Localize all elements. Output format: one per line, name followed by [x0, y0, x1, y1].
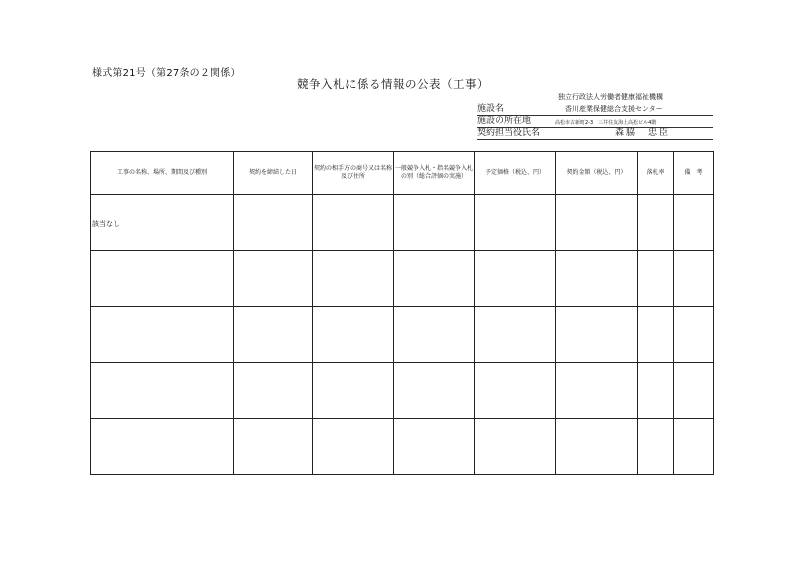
- column-header: 落札率: [638, 152, 674, 195]
- table-cell: [91, 419, 234, 475]
- table-cell: [234, 419, 313, 475]
- cell-text: 該当なし: [92, 220, 120, 228]
- table-row: [91, 251, 714, 307]
- table-row: [91, 363, 714, 419]
- table-cell: [313, 195, 394, 251]
- table-cell: [394, 419, 475, 475]
- table-cell: [394, 195, 475, 251]
- table-cell: [674, 251, 714, 307]
- table-cell: [234, 195, 313, 251]
- table-header-row: [91, 152, 714, 195]
- column-header: 備 考: [674, 152, 714, 195]
- address-value: 高松市古新町2-3 三井住友海上高松ビル4階: [555, 120, 657, 126]
- table-cell: [91, 195, 234, 251]
- table-cell: [475, 363, 556, 419]
- table-cell: [674, 363, 714, 419]
- table-cell: [394, 363, 475, 419]
- table-cell: [674, 195, 714, 251]
- officer-label: 契約担当役氏名: [477, 128, 541, 138]
- table-cell: [91, 363, 234, 419]
- table-cell: [638, 419, 674, 475]
- table-cell: [638, 251, 674, 307]
- table-cell: [475, 195, 556, 251]
- facility-label: 施設名: [477, 104, 505, 114]
- table-row: [91, 419, 714, 475]
- table-cell: [313, 251, 394, 307]
- page-title: 競争入札に係る情報の公表（工事）: [297, 77, 489, 91]
- table-cell: [394, 307, 475, 363]
- officer-value: 森脇 忠臣: [615, 128, 671, 138]
- table-cell: [674, 307, 714, 363]
- table-cell: [234, 251, 313, 307]
- table-cell: [556, 307, 638, 363]
- table-cell: [91, 307, 234, 363]
- table-row: [91, 195, 714, 251]
- table-cell: [475, 419, 556, 475]
- table-cell: [674, 419, 714, 475]
- officer-row: [477, 128, 713, 140]
- table-cell: [475, 307, 556, 363]
- column-header: 一般競争入札・指名競争入札の別（総合評価の実施）: [394, 152, 475, 195]
- table-cell: [313, 419, 394, 475]
- facility-row: [477, 104, 713, 116]
- column-header: 契約金額（税込、円）: [556, 152, 638, 195]
- column-header: 予定価格（税込、円）: [475, 152, 556, 195]
- address-label: 施設の所在地: [477, 116, 532, 126]
- table-cell: [313, 307, 394, 363]
- table-cell: [556, 195, 638, 251]
- table-cell: [556, 363, 638, 419]
- table-cell: [556, 251, 638, 307]
- table-cell: [638, 307, 674, 363]
- table-cell: [91, 251, 234, 307]
- column-header: 契約の相手方の商号又は名称及び住所: [313, 152, 394, 195]
- table-cell: [394, 251, 475, 307]
- table-row: [91, 307, 714, 363]
- column-header: 工事の名称、場所、期間及び種別: [91, 152, 234, 195]
- contracts-table: [90, 151, 714, 475]
- table-cell: [313, 363, 394, 419]
- form-number: 様式第21号（第27条の２関係）: [92, 68, 241, 79]
- table-cell: [638, 363, 674, 419]
- organization-name: 独立行政法人労働者健康福祉機構: [558, 93, 663, 101]
- table-cell: [638, 195, 674, 251]
- column-header: 契約を締結した日: [234, 152, 313, 195]
- facility-value: 香川産業保健総合支援センター: [565, 105, 663, 113]
- address-row: [477, 116, 713, 128]
- table-cell: [234, 307, 313, 363]
- table-cell: [475, 251, 556, 307]
- table-cell: [556, 419, 638, 475]
- table-cell: [234, 363, 313, 419]
